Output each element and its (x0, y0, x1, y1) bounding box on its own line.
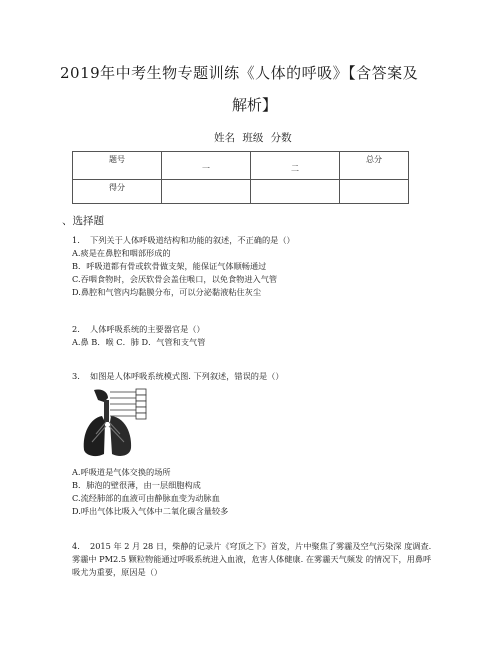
question-text-line: 雾霾中 PM2.5 颗粒物能通过呼吸系统进入血液，危害人体健康. 在雾霾天气频发 的情况下，用鼻呼 (72, 554, 432, 564)
score-table-cell (340, 180, 409, 204)
question-number: 2. (72, 324, 80, 334)
option-c: C.吞咽食物时，会厌软骨会盖住喉口，以免食物进入气管 (72, 274, 278, 284)
question-text-line: 2015 年 2 月 28 日，柴静的记录片《穹顶之下》首发，片中聚焦了雾霾及空气污染深 度调查. (90, 541, 432, 551)
option-b: B．肺泡的壁很薄，由一层细胞构成 (72, 480, 201, 490)
score-table-cell: 二 (251, 152, 340, 180)
score-table (72, 151, 409, 204)
question-stem: 如图是人体呼吸系统模式图. 下列叙述，错误的是（） (90, 371, 284, 381)
option-d: D.呼出气体比吸入气体中二氧化碳含量较多 (72, 506, 229, 516)
question-3 (72, 370, 452, 383)
option-c: C.流经肺部的血液可由静脉血变为动脉血 (72, 493, 220, 503)
question-number: 3. (72, 371, 80, 381)
score-table-cell (251, 180, 340, 204)
question-1 (72, 234, 452, 299)
option-a: A.呼吸道是气体交换的场所 (72, 467, 171, 477)
option-b: B．呼吸道都有骨或软骨做支架，能保证气体顺畅通过 (72, 261, 267, 271)
question-number: 1. (72, 235, 80, 245)
score-table-cell: 一 (162, 152, 251, 180)
question-text-line: 吸尤为重要，原因是（） (72, 567, 163, 577)
option-a: A.痰是在鼻腔和咽部形成的 (72, 248, 171, 258)
score-table-cell: 题号 (73, 152, 162, 180)
question-stem: 下列关于人体呼吸道结构和功能的叙述，不正确的是（） (90, 235, 295, 245)
score-table-cell: 得分 (73, 180, 162, 204)
score-table-cell: 总分 (340, 152, 409, 180)
section-title: 、选择题 (62, 215, 104, 227)
student-info-line: 姓名 班级 分数 (214, 132, 292, 144)
document-title: 2019年中考生物专题训练《人体的呼吸》【含答案及 (60, 64, 419, 82)
document-title-continued: 解析】 (232, 96, 278, 114)
question-number: 4. (72, 541, 80, 551)
options-line: A.鼻 B．喉 C．肺 D．气管和支气管 (72, 337, 206, 347)
score-table-score-row (73, 180, 409, 204)
option-d: D.鼻腔和气管内均黏膜分布，可以分泌黏液粘住灰尘 (72, 287, 262, 297)
score-table-cell (162, 180, 251, 204)
question-stem: 人体呼吸系统的主要器官是（） (90, 324, 205, 334)
question-3-options (72, 466, 452, 518)
question-4 (72, 540, 452, 579)
score-table-header-row (73, 152, 409, 180)
question-2 (72, 323, 452, 349)
respiratory-system-diagram-icon (74, 386, 162, 460)
